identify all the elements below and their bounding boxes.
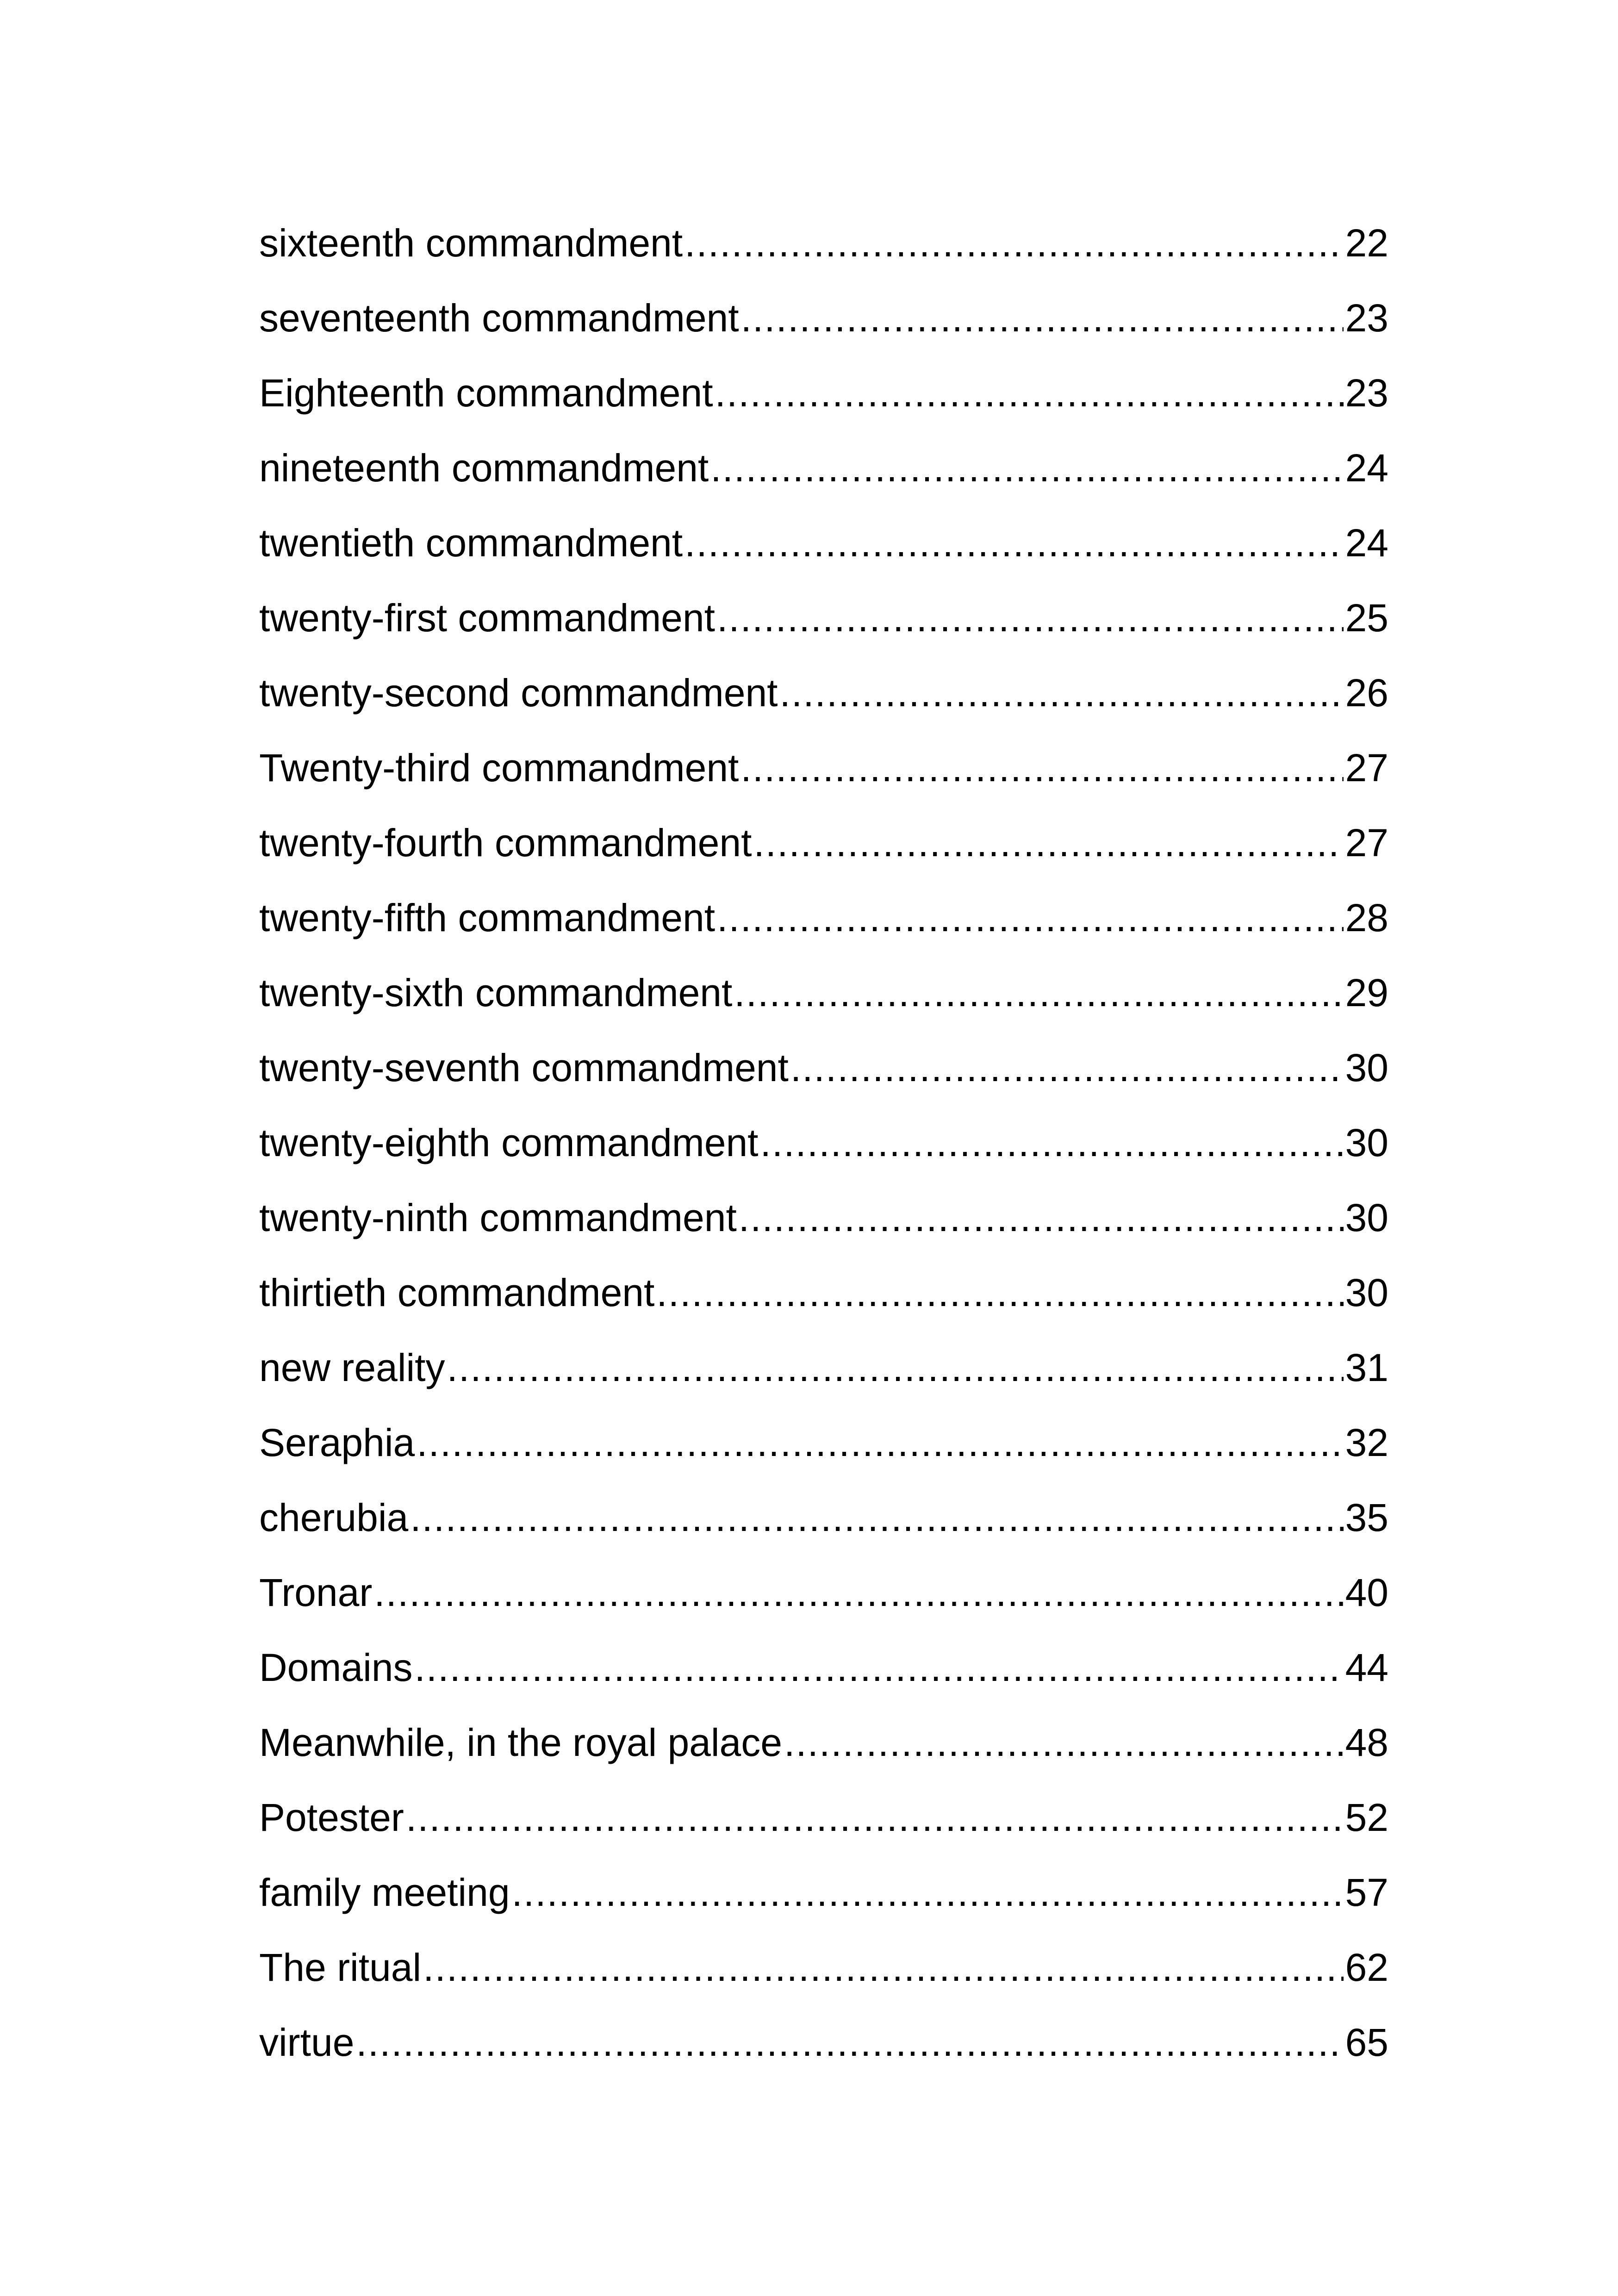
toc-dot-leader [685, 218, 1343, 268]
toc-entry-page-number: 28 [1345, 896, 1388, 940]
toc-entry-title: seventeenth commandment [259, 296, 739, 340]
toc-entry[interactable] [259, 817, 1388, 892]
toc-entry[interactable] [259, 1792, 1388, 1867]
toc-entry-title: Tronar [259, 1571, 373, 1614]
toc-dot-leader [685, 517, 1343, 568]
toc-entry-title: twentieth commandment [259, 521, 683, 565]
toc-dot-leader [734, 967, 1343, 1018]
toc-entry-title: twenty-first commandment [259, 596, 715, 640]
toc-dot-leader [406, 1792, 1344, 1843]
toc-entry[interactable] [259, 1342, 1388, 1417]
toc-entry-title: thirtieth commandment [259, 1271, 655, 1314]
toc-entry-page-number: 30 [1345, 1196, 1388, 1239]
toc-entry[interactable] [259, 218, 1388, 292]
toc-entry[interactable] [259, 1042, 1388, 1117]
toc-entry[interactable] [259, 892, 1388, 967]
toc-entry-title: virtue [259, 2021, 355, 2064]
toc-entry-title: nineteenth commandment [259, 446, 709, 490]
toc-dot-leader [790, 1042, 1344, 1093]
toc-entry-title: Seraphia [259, 1421, 415, 1464]
toc-entry-title: twenty-seventh commandment [259, 1046, 789, 1089]
toc-dot-leader [447, 1342, 1344, 1393]
toc-entry-page-number: 30 [1345, 1046, 1388, 1089]
toc-entry[interactable] [259, 742, 1388, 817]
toc-entry-page-number: 29 [1345, 971, 1388, 1014]
toc-entry-title: new reality [259, 1346, 445, 1389]
toc-entry-page-number: 40 [1345, 1571, 1388, 1614]
toc-entry[interactable] [259, 442, 1388, 517]
toc-entry-title: Domains [259, 1646, 413, 1689]
toc-entry-page-number: 52 [1345, 1796, 1388, 1839]
toc-entry-page-number: 27 [1345, 746, 1388, 790]
toc-entry[interactable] [259, 967, 1388, 1042]
toc-entry-page-number: 62 [1345, 1946, 1388, 1989]
toc-entry-title: Potester [259, 1796, 404, 1839]
toc-dot-leader [780, 667, 1344, 718]
toc-entry-page-number: 31 [1345, 1346, 1388, 1389]
toc-entry-title: The ritual [259, 1946, 422, 1989]
toc-entry-page-number: 26 [1345, 671, 1388, 715]
toc-entry-title: twenty-fourth commandment [259, 821, 752, 865]
toc-entry[interactable] [259, 517, 1388, 592]
toc-entry-page-number: 32 [1345, 1421, 1388, 1464]
toc-dot-leader [512, 1867, 1344, 1918]
toc-entry-page-number: 24 [1345, 521, 1388, 565]
toc-dot-leader [417, 1417, 1343, 1468]
toc-entry-page-number: 44 [1345, 1646, 1388, 1689]
toc-dot-leader [715, 367, 1344, 418]
toc-entry[interactable] [259, 292, 1388, 367]
toc-dot-leader [374, 1567, 1343, 1618]
toc-entry-title: Eighteenth commandment [259, 371, 713, 415]
toc-entry[interactable] [259, 592, 1388, 667]
toc-entry-page-number: 22 [1345, 221, 1388, 265]
toc-entry[interactable] [259, 1567, 1388, 1642]
toc-entry-page-number: 23 [1345, 296, 1388, 340]
toc-entry-title: family meeting [259, 1871, 510, 1914]
toc-entry-page-number: 25 [1345, 596, 1388, 640]
toc-entry-title: twenty-sixth commandment [259, 971, 733, 1014]
toc-dot-leader [656, 1267, 1343, 1318]
toc-dot-leader [739, 1192, 1344, 1243]
toc-dot-leader [741, 742, 1343, 793]
toc-entry[interactable] [259, 1117, 1388, 1192]
toc-entry[interactable] [259, 667, 1388, 742]
toc-dot-leader [410, 1492, 1343, 1543]
toc-dot-leader [784, 1717, 1344, 1768]
toc-entry[interactable] [259, 2017, 1388, 2092]
toc-entry[interactable] [259, 1492, 1388, 1567]
toc-entry-page-number: 48 [1345, 1721, 1388, 1764]
toc-entry[interactable] [259, 1717, 1388, 1792]
toc-entry-page-number: 23 [1345, 371, 1388, 415]
toc-entry[interactable] [259, 1417, 1388, 1492]
toc-entry-title: cherubia [259, 1496, 409, 1539]
toc-dot-leader [753, 817, 1343, 868]
toc-entry[interactable] [259, 1192, 1388, 1267]
toc-entry-title: sixteenth commandment [259, 221, 683, 265]
toc-dot-leader [741, 292, 1344, 343]
toc-entry-title: twenty-second commandment [259, 671, 778, 715]
toc-entry-page-number: 24 [1345, 446, 1388, 490]
toc-entry-page-number: 30 [1345, 1271, 1388, 1314]
toc-dot-leader [760, 1117, 1344, 1168]
toc-dot-leader [356, 2017, 1343, 2068]
toc-entry[interactable] [259, 1642, 1388, 1717]
toc-dot-leader [423, 1942, 1343, 1993]
toc-entry[interactable] [259, 1942, 1388, 2017]
toc-entry-page-number: 27 [1345, 821, 1388, 865]
toc-entry-page-number: 30 [1345, 1121, 1388, 1164]
toc-entry-page-number: 57 [1345, 1871, 1388, 1914]
toc-entry-title: twenty-ninth commandment [259, 1196, 737, 1239]
toc-entry-title: Meanwhile, in the royal palace [259, 1721, 782, 1764]
toc-dot-leader [710, 442, 1343, 493]
toc-entry[interactable] [259, 1267, 1388, 1342]
toc-entry[interactable] [259, 1867, 1388, 1942]
toc-entry-page-number: 35 [1345, 1496, 1388, 1539]
toc-dot-leader [717, 592, 1344, 643]
toc-entry-title: twenty-eighth commandment [259, 1121, 759, 1164]
toc-entry-page-number: 65 [1345, 2021, 1388, 2064]
toc-entry[interactable] [259, 367, 1388, 442]
toc-dot-leader [717, 892, 1344, 943]
toc-entry-title: twenty-fifth commandment [259, 896, 716, 940]
toc-dot-leader [414, 1642, 1343, 1693]
table-of-contents [259, 218, 1388, 2092]
toc-entry-title: Twenty-third commandment [259, 746, 739, 790]
